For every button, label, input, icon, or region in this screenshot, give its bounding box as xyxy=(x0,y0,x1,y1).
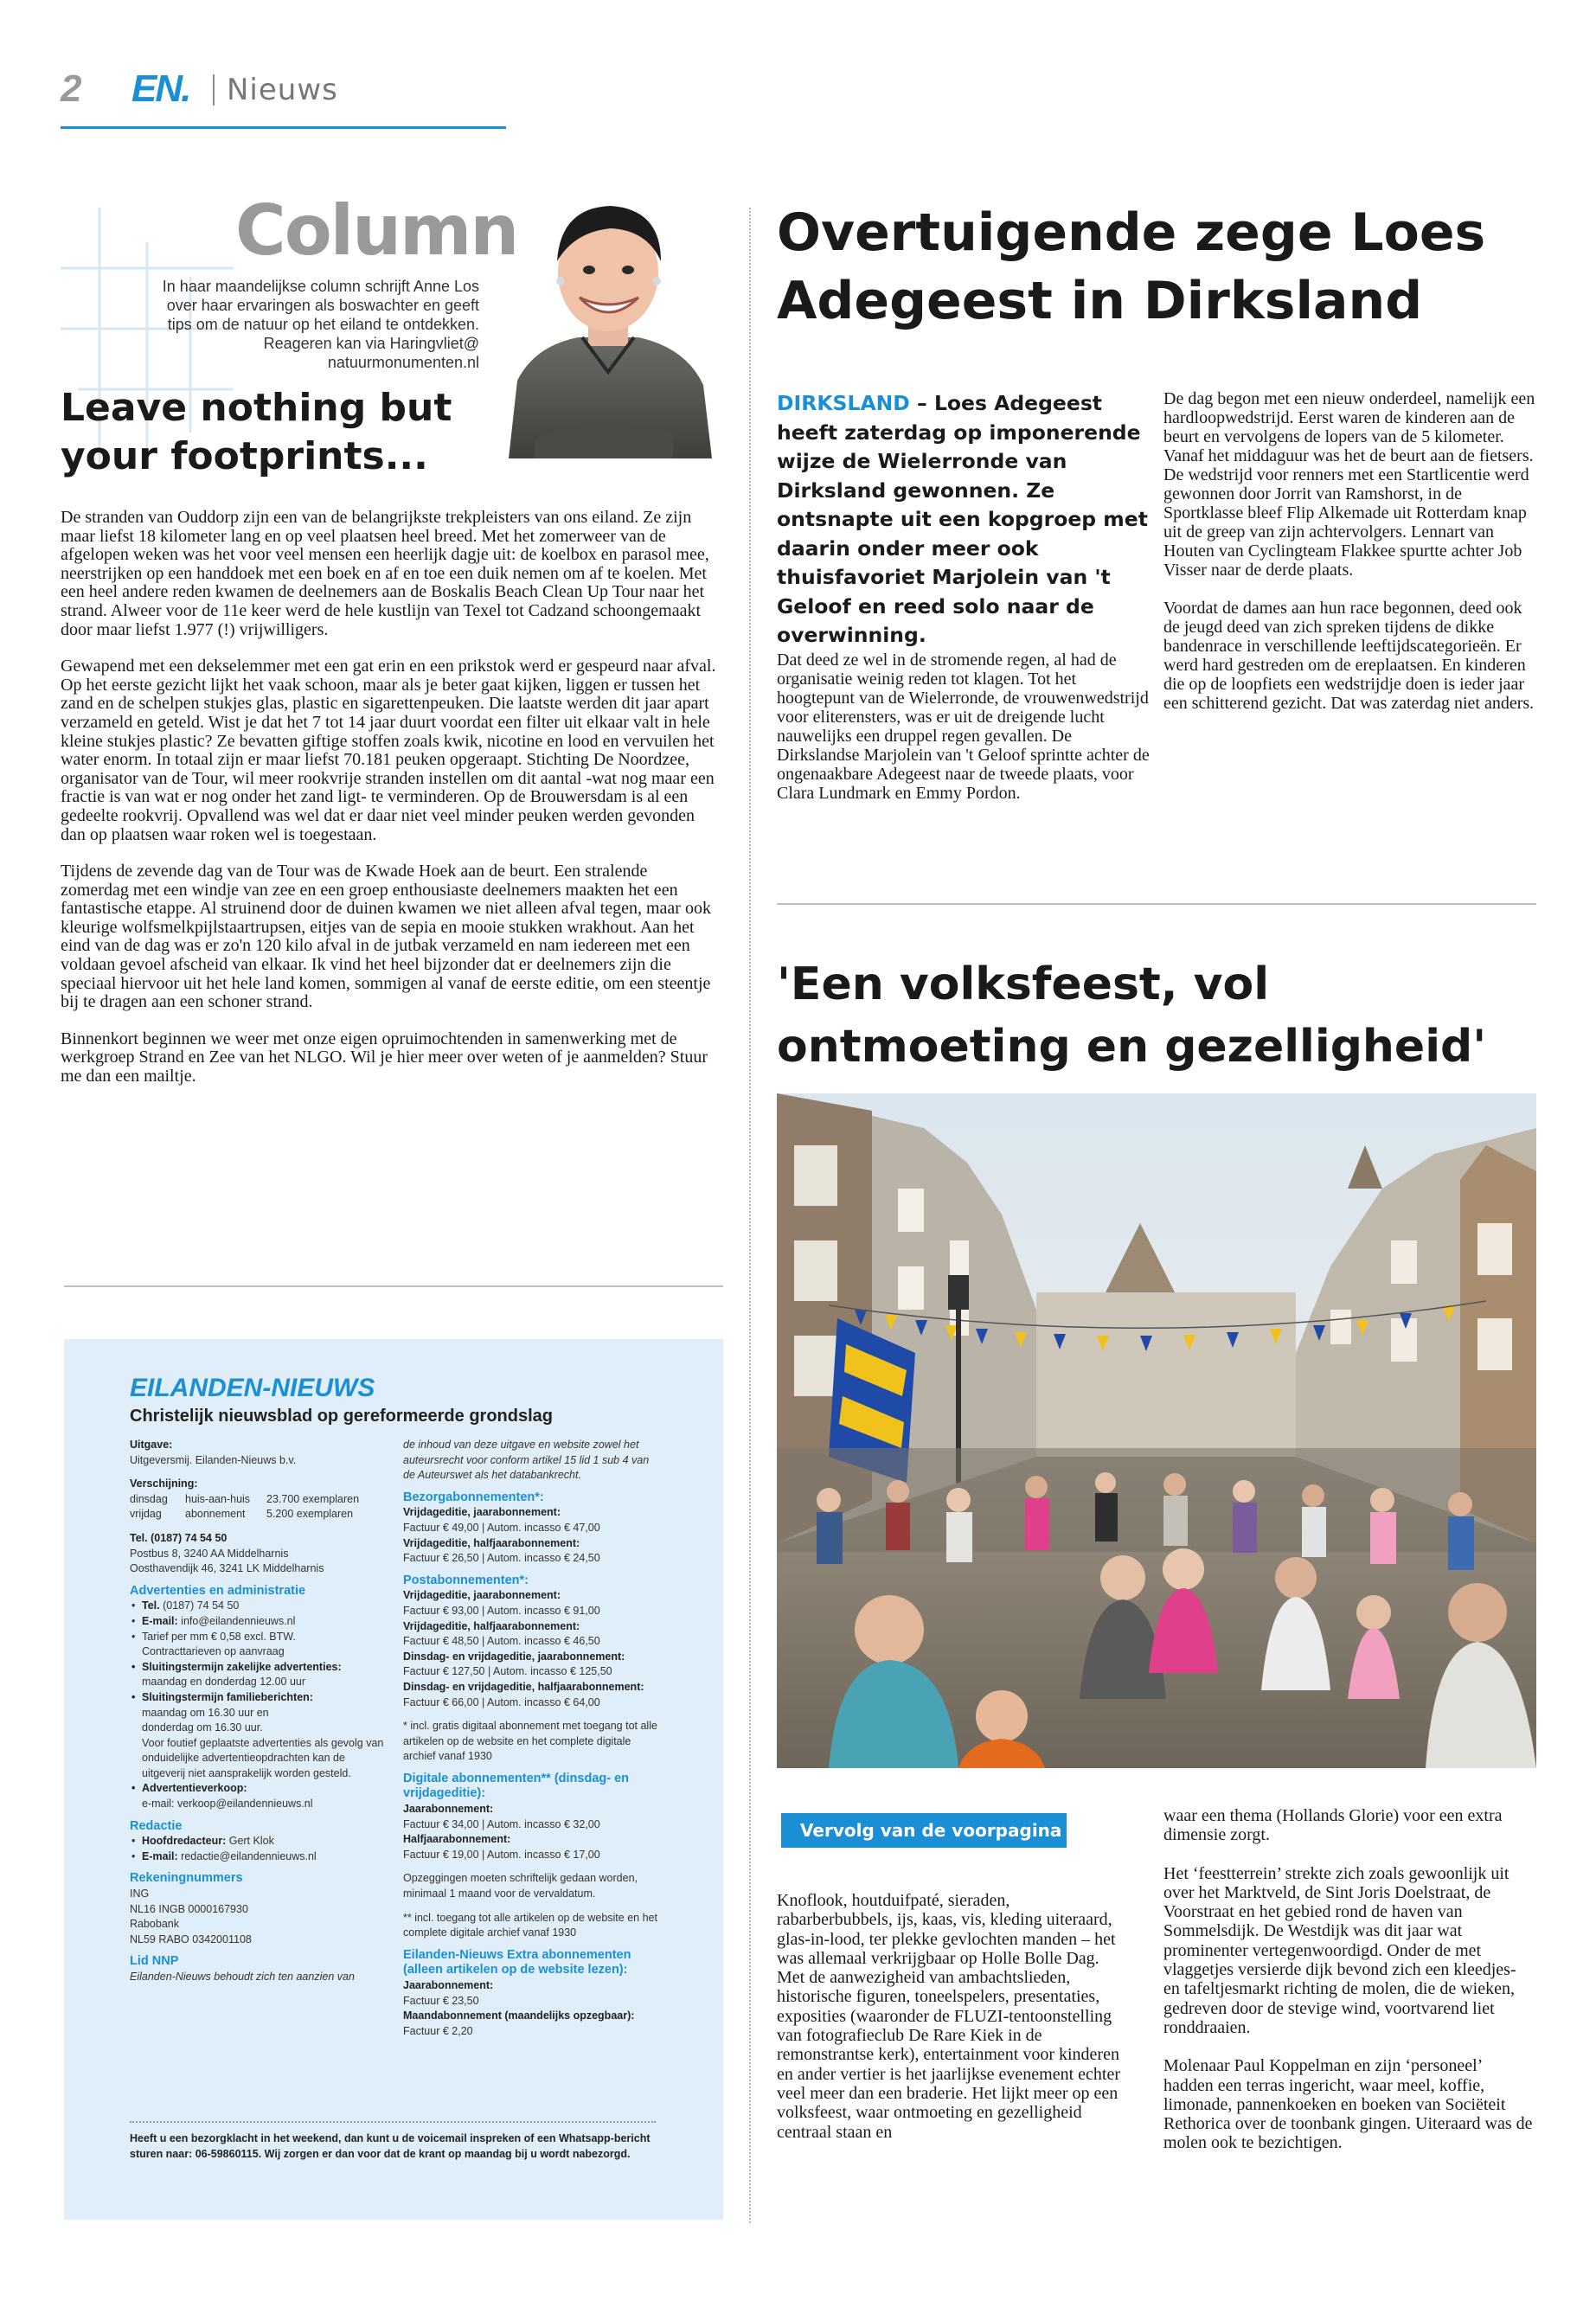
colophon-right-column xyxy=(403,1438,663,2039)
header-rule xyxy=(61,126,506,129)
column-divider xyxy=(749,208,751,2223)
subscription-price: Factuur € 34,00 | Autom. incasso € 32,00 xyxy=(403,1817,600,1830)
column-title: Leave nothing but your footprints... xyxy=(61,386,452,478)
subscription-price: Factuur € 26,50 | Autom. incasso € 24,50 xyxy=(403,1552,600,1565)
verschijning-row xyxy=(130,1507,389,1522)
column-paragraph: Tijdens de zevende dag van de Tour was de Kwade Hoek aan de beurt. Een stralende zomerdag met een windje van zee en een groep enthousiaste deelnemers maakten het een fantastische etappe. Al struinend door de duinen kwamen we niet alleen afval tegen, maar ook kleurige wolfsmelkpijlstaartrupsen, eitjes van de sepia en mooie stukken wrakhout. Aan het eind van de dag was er zo'n 120 kilo afval in de jutbak verzameld en nam iedereen met een voldaan gevoel afscheid van elkaar. Ik vind het heel bijzonder dat er deelnemers zijn die speciaal hiervoor uit het hele land komen, sommigen al vanaf de eerste editie, om een steentje bij te dragen aan een schoner strand. xyxy=(61,862,711,1012)
sluit-familie: donderdag om 16.30 uur. xyxy=(142,1721,263,1734)
colophon-logo: EILANDEN-NIEUWS xyxy=(130,1374,375,1402)
subscription-name: Dinsdag- en vrijdageditie, jaarabonnement: xyxy=(403,1650,625,1663)
street-festival-photo xyxy=(777,1093,1536,1768)
redactie-email xyxy=(130,1849,389,1865)
adv-email xyxy=(130,1614,389,1630)
day: vrijdag xyxy=(130,1508,162,1521)
sluit-familie-heading: • Sluitingstermijn familieberichten: xyxy=(130,1690,389,1706)
colophon-heading: Verschijning: xyxy=(130,1477,198,1490)
subscription-name: Vrijdageditie, halfjaarabonnement: xyxy=(403,1536,580,1549)
column-paragraph: Binnenkort beginnen we weer met onze eigen opruimochtenden in samenwerking met de werkgroep Strand en Zee van het NLGO. Wil je hier meer over weten of je aanmelden? Stuur me dan een mailtje. xyxy=(61,1029,708,1086)
subscription-price: Factuur € 66,00 | Autom. incasso € 64,00 xyxy=(403,1695,600,1708)
subscription-name: Vrijdageditie, jaarabonnement: xyxy=(403,1589,561,1602)
subscription-name: Maandabonnement (maandelijks opzegbaar): xyxy=(403,2009,635,2022)
bank-number: NL16 INGB 0000167930 xyxy=(130,1902,248,1915)
type: abonnement xyxy=(185,1508,246,1521)
footnote: * incl. gratis digitaal abonnement met toegang tot alle artikelen op de website en het complete digitale archief vanaf 1930 xyxy=(403,1720,657,1763)
nnp-text: Eilanden-Nieuws behoudt zich ten aanzien van xyxy=(130,1971,355,1983)
subscription-name: Halfjaarabonnement: xyxy=(403,1833,511,1846)
subscription-price: Factuur € 49,00 | Autom. incasso € 47,00 xyxy=(403,1521,600,1534)
article-body xyxy=(1163,389,1535,732)
article-paragraph: Het ‘feestterrein’ strekte zich zoals gewoonlijk uit over het Marktveld, de Sint Joris Doelstraat, de Voorstraat en het gebied rond de haven van Sommelsdijk. De Westdijk was dit jaar wat prominenter vertegenwoordigd. Onder de met vlaggetjes versierde dijk bevond zich een kleedjes- en tafeltjesmarkt richting de molen, die de wieken, gedreven door de stevige wind, voortvarend liet ronddraaien. xyxy=(1163,1863,1516,2037)
subscription-name: Jaarabonnement: xyxy=(403,1979,494,1991)
subscription-price: Factuur € 19,00 | Autom. incasso € 17,00 xyxy=(403,1848,600,1861)
disclaimer: Voor foutief geplaatste advertenties als gevolg van onduidelijke advertentieopdrachten kan de uitgeverij niet aansprakelijk worden gesteld. xyxy=(142,1736,384,1779)
colophon-footer: Heeft u een bezorgklacht in het weekend, dan kunt u de voicemail inspreken of een Whatsapp-bericht sturen naar: 06-59860115. Wij zorgen er dan voor dat de krant op maandag bij u wordt nabezorgd. xyxy=(130,2132,651,2160)
article-paragraph: Voordat de dames aan hun race begonnen, deed ook de jeugd deed van zich spreken tijdens de dikke bandenrace in verschillende leeftijdscategorieën. Er werd hard gestreden om de ereplaatsen. En kinderen die op de loopfiets een wedstrijdje doen is ieder jaar een schitterend gezicht. Dat was zaterdag niet anders. xyxy=(1163,599,1535,713)
article-headline: 'Een volksfeest, vol ontmoeting en gezelligheid' xyxy=(777,958,1487,1073)
colophon-heading: Digitale abonnementen** (dinsdag- en vrijdageditie): xyxy=(403,1771,630,1801)
verkoop: e-mail: verkoop@eilandennieuws.nl xyxy=(142,1798,313,1811)
article-body: Dat deed ze wel in de stromende regen, al had de organisatie weinig reden tot klagen. Tot het hoogtepunt van de Wielerronde, de vrouwenwedstrijd voor eliterensters, was er uit de dreigende lucht nauwelijks een druppel regen gevallen. De Dirkslandse Marjolein van 't Geloof sprintte achter de ongenaakbare Adegeest naar de tweede plaats, voor Clara Lundmark en Emmy Pordon. xyxy=(777,651,1150,803)
subscription-price: Factuur € 93,00 | Autom. incasso € 91,00 xyxy=(403,1604,600,1617)
header-divider xyxy=(213,74,215,106)
sluit-zakelijk: maandag en donderdag 12.00 uur xyxy=(142,1676,306,1689)
article-lead xyxy=(777,389,1157,651)
lead-text: – Loes Adegeest heeft zaterdag op imponerende wijze de Wielerronde van Dirksland gewonnen. Ze ontsnapte uit een kopgroep met daarin onder meer ook thuisfavoriet Marjolein van 't Geloof en reed solo naar de overwinning. xyxy=(777,391,1148,647)
article-paragraph: Molenaar Paul Koppelman en zijn ‘personeel’ hadden een terras ingericht, waar meel, koffie, limonade, pannenkoeken en boeken van Sociëteit Rethorica over de toonbank gingen. Uiteraard was de molen ook te bezichtigen. xyxy=(1163,2056,1533,2153)
section-divider xyxy=(777,903,1536,905)
email-link[interactable]: info@eilandennieuws.nl xyxy=(181,1614,296,1627)
label: E-mail: xyxy=(142,1614,178,1627)
subscription-price: Factuur € 23,50 xyxy=(403,1994,479,2007)
contract: Contracttarieven op aanvraag xyxy=(142,1645,285,1658)
subscription-name: Jaarabonnement: xyxy=(403,1803,494,1816)
value: (0187) 74 54 50 xyxy=(163,1599,240,1612)
article-paragraph: De dag begon met een nieuw onderdeel, namelijk een hardloopwedstrijd. Eerst waren de kinderen aan de beurt en vervolgens de lopers van de 5 kilometer. Vanaf het middaguur was het de beurt aan de fietsers. De wedstrijd voor renners met een Startlicentie werd gewonnen door Jorrit van Ramshorst, in de Sportklasse bleef Flip Alkemade uit Rotterdam knap uit de greep van zijn achtervolgers. Lennart van Houten van Cyclingteam Flakkee spurtte achter Job Visser naar de derde plaats. xyxy=(1163,389,1535,580)
article-body xyxy=(1163,1806,1535,2172)
adv-phone xyxy=(130,1599,389,1614)
label: E-mail: xyxy=(142,1849,178,1862)
type: huis-aan-huis xyxy=(185,1492,251,1505)
colophon-heading: Rekeningnummers xyxy=(130,1871,243,1886)
colophon-tagline: Christelijk nieuwsblad op gereformeerde grondslag xyxy=(130,1407,553,1426)
colophon-postbus: Postbus 8, 3240 AA Middelharnis xyxy=(130,1547,289,1560)
colophon-address: Oosthavendijk 46, 3241 LK Middelharnis xyxy=(130,1562,324,1575)
hoofdredacteur xyxy=(130,1834,389,1849)
day: dinsdag xyxy=(130,1492,168,1505)
sluit-zakelijk-heading: • Sluitingstermijn zakelijke advertenties: xyxy=(130,1660,389,1676)
section-divider xyxy=(64,1285,723,1287)
subscription-name: Vrijdageditie, jaarabonnement: xyxy=(403,1506,561,1519)
colophon-dotted-rule xyxy=(130,2121,656,2123)
article-paragraph: waar een thema (Hollands Glorie) voor een extra dimensie zorgt. xyxy=(1163,1806,1503,1845)
column-paragraph: Gewapend met een dekselemmer met een gat erin en een prikstok werd er gespeurd naar afval. Op het eerste gezicht lijkt het vaak schoon, maar als je beter gaat kijken, liggen er tussen het zand en de schelpen stukjes glas, plastic en sigarettenpeuken. Die laatste werden dit jaar apart verzameld en geteld. Wist je dat het 7 tot 14 jaar duurt voordat een filter uit elkaar valt in hele kleine stukjes plastic? Ze bevatten giftige stoffen zoals kwik, nicotine en lood en vervuilen het water enorm. In totaal zijn er maar liefst 70.181 peuken opgeraapt. Stichting De Noordzee, organisator van de Tour, wil meer rookvrije stranden instellen om dit aantal -wat nog maar een fractie is van wat er nog onder het zand ligt- te verminderen. Op de Brouwersdam is al een gedeelte rookvrij. Opvallend was wel dat er daar niet veel minder peuken werden gevonden dan op plaatsen waar roken wel is toegestaan. xyxy=(61,657,716,844)
count: 5.200 exemplaren xyxy=(266,1508,354,1521)
article-body: Knoflook, houtduifpaté, sieraden, rabarberbubbels, ijs, kaas, vis, kleding uiteraard, glas-in-lood, ter plekke gevlochten manden – het was allemaal verkrijgbaar op Holle Bolle Dag. Met de aanwezigheid van ambachtslieden, historische figuren, toneelspelers, presentaties, exposities (waaronder de FLUZI-tentoonstelling van fotografieclub De Rare Kiek in de remonstrantse kerk), entertainment voor kinderen en ander vertier is het jaarlijkse evenement echter veel meer dan een braderie. Het lijkt meer op een volksfeest, waar ontmoeting en gezelligheid centraal staan en xyxy=(777,1891,1121,2142)
verschijning-row xyxy=(130,1492,389,1508)
colophon-text: Uitgeversmij. Eilanden-Nieuws b.v. xyxy=(130,1453,297,1466)
footnote: ** incl. toegang tot alle artikelen op de website en het complete digitale archief vanaf 1930 xyxy=(403,1911,657,1939)
column-paragraph: De stranden van Ouddorp zijn een van de belangrijkste trekpleisters van ons eiland. Ze zijn maar liefst 18 kilometer lang en op veel plaatsen heel breed. Met het zomerweer van de afgelopen weken was het voor veel mensen een heerlijk dagje uit: de koelbox en parasol mee, neerstrijken op een handdoek met een boek en af en toe een duik nemen om af te koelen. Met een heel andere reden kwamen de deelnemers aan de Boskalis Beach Clean Up Tour naar het strand. Alweer voor de 11e keer werd de hele kustlijn van Texel tot Cadzand schoongemaakt door maar liefst 1.977 (!) vrijwilligers. xyxy=(61,508,709,639)
sluit-familie: maandag om 16.30 uur en xyxy=(142,1706,269,1719)
count: 23.700 exemplaren xyxy=(266,1492,360,1505)
newspaper-logo: EN. xyxy=(131,67,190,110)
colophon-heading: Advertenties en administratie xyxy=(130,1583,306,1598)
subscription-name: Vrijdageditie, halfjaarabonnement: xyxy=(403,1619,580,1632)
value: Gert Klok xyxy=(228,1835,274,1848)
colophon-heading: Lid NNP xyxy=(130,1954,179,1969)
article-headline: Overtuigende zege Loes Adegeest in Dirksland xyxy=(777,202,1486,331)
portrait-photo xyxy=(500,182,716,458)
column-heading: Column xyxy=(235,190,518,271)
bank-number: NL59 RABO 0342001108 xyxy=(130,1932,252,1945)
subscription-price: Factuur € 2,20 xyxy=(403,2024,473,2037)
email-link[interactable]: redactie@eilandennieuws.nl xyxy=(181,1849,317,1862)
cancel-note: Opzeggingen moeten schriftelijk gedaan worden, minimaal 1 maand voor de vervaldatum. xyxy=(403,1872,638,1900)
label: Tel. xyxy=(142,1599,160,1612)
colophon-heading: Eilanden-Nieuws Extra abonnementen (alleen artikelen op de website lezen): xyxy=(403,1947,631,1977)
section-name: Nieuws xyxy=(227,73,338,107)
colophon-phone: Tel. (0187) 74 54 50 xyxy=(130,1531,228,1544)
dateline: DIRKSLAND xyxy=(777,391,910,415)
colophon-left-column xyxy=(130,1438,389,1985)
subscription-price: Factuur € 48,50 | Autom. incasso € 46,50 xyxy=(403,1635,600,1648)
colophon-heading: Redactie xyxy=(130,1818,183,1833)
rights-text: de inhoud van deze uitgave en website zowel het auteursrecht voor conform artikel 15 lid 1 sub 4 van de Auteurswet als het databankrecht. xyxy=(403,1439,650,1482)
column-body xyxy=(61,509,720,1105)
colophon-heading: Uitgave: xyxy=(130,1439,173,1451)
bank: ING xyxy=(130,1888,150,1900)
label: Hoofdredacteur: xyxy=(142,1835,227,1848)
page-number: 2 xyxy=(61,67,82,110)
subscription-price: Factuur € 127,50 | Autom. incasso € 125,50 xyxy=(403,1665,612,1678)
colophon-heading: Bezorgabonnementen*: xyxy=(403,1490,544,1504)
tarief: • Tarief per mm € 0,58 excl. BTW. xyxy=(130,1630,389,1645)
bank: Rabobank xyxy=(130,1918,179,1931)
colophon-heading: Postabonnementen*: xyxy=(403,1573,529,1587)
subscription-name: Dinsdag- en vrijdageditie, halfjaarabonnement: xyxy=(403,1680,644,1693)
column-intro: In haar maandelijkse column schrijft Anne Los over haar ervaringen als boswachter en geeft tips om de natuur op het eiland te ontdekken. Reageren kan via Haringvliet@ natuurmonumenten.nl xyxy=(162,278,479,371)
verkoop-heading: • Advertentieverkoop: xyxy=(130,1781,389,1797)
continuation-label: Vervolg van de voorpagina xyxy=(781,1813,1067,1848)
